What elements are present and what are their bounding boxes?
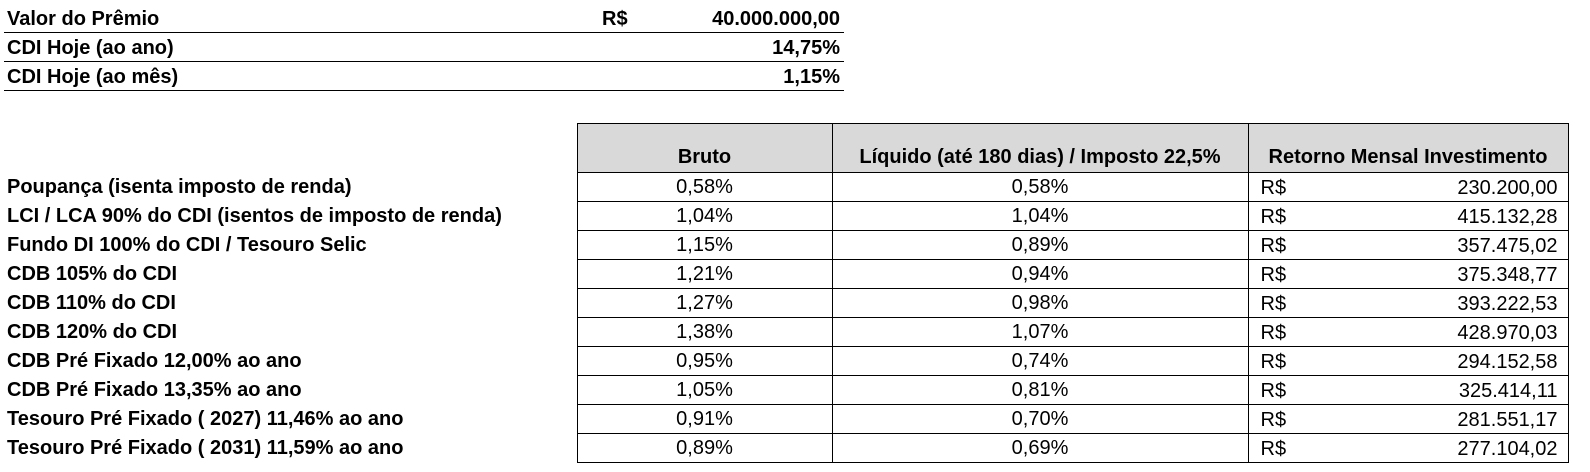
retorno-cell: [1248, 434, 1568, 463]
retorno-cell: [1248, 376, 1568, 405]
bruto-value: 0,58%: [577, 173, 832, 202]
bruto-value: 1,21%: [577, 260, 832, 289]
investment-name: Fundo DI 100% do CDI / Tesouro Selic: [7, 233, 367, 256]
bruto-value: 0,95%: [577, 347, 832, 376]
retorno-cell: [1248, 347, 1568, 376]
premio-label: Valor do Prêmio: [7, 8, 160, 30]
cdi-ano-value: 14,75%: [772, 37, 840, 59]
retorno-cell: [1248, 260, 1568, 289]
liquido-value: 0,58%: [832, 173, 1248, 202]
investment-name: CDB Pré Fixado 12,00% ao ano: [7, 349, 302, 372]
table-row: [0, 434, 1568, 463]
retorno-value: 357.475,02: [1457, 235, 1558, 257]
retorno-value: 428.970,03: [1457, 322, 1558, 344]
bruto-value: 0,89%: [577, 434, 832, 463]
liquido-value: 0,98%: [832, 289, 1248, 318]
retorno-currency: R$: [1260, 177, 1287, 199]
retorno-value: 375.348,77: [1457, 264, 1558, 286]
table-row: [0, 260, 1568, 289]
summary-row-cdi-mes: [4, 62, 844, 91]
header-liquido: Líquido (até 180 dias) / Imposto 22,5%: [832, 124, 1248, 173]
cdi-mes-label: CDI Hoje (ao mês): [7, 66, 179, 88]
cdi-mes-value: 1,15%: [783, 66, 840, 88]
retorno-currency: R$: [1260, 409, 1287, 431]
bruto-value: 1,27%: [577, 289, 832, 318]
retorno-currency: R$: [1260, 322, 1287, 344]
header-retorno: Retorno Mensal Investimento: [1248, 124, 1568, 173]
summary-block: [4, 4, 844, 91]
liquido-value: 0,70%: [832, 405, 1248, 434]
cdi-ano-label: CDI Hoje (ao ano): [7, 37, 174, 59]
retorno-currency: R$: [1260, 438, 1287, 460]
bruto-value: 0,91%: [577, 405, 832, 434]
retorno-currency: R$: [1260, 351, 1287, 373]
premio-currency: R$: [602, 8, 628, 30]
retorno-value: 393.222,53: [1457, 293, 1558, 315]
table-header-row: [0, 124, 1568, 173]
table-row: [0, 405, 1568, 434]
retorno-value: 325.414,11: [1458, 380, 1558, 402]
table-row: [0, 231, 1568, 260]
retorno-currency: R$: [1260, 293, 1287, 315]
liquido-value: 0,89%: [832, 231, 1248, 260]
liquido-value: 0,94%: [832, 260, 1248, 289]
liquido-value: 1,04%: [832, 202, 1248, 231]
bruto-value: 1,04%: [577, 202, 832, 231]
header-blank: [0, 124, 577, 173]
investment-table: [0, 123, 1569, 463]
table-row: [0, 202, 1568, 231]
bruto-value: 1,38%: [577, 318, 832, 347]
retorno-currency: R$: [1260, 264, 1287, 286]
investment-name: CDB Pré Fixado 13,35% ao ano: [7, 378, 302, 401]
retorno-currency: R$: [1260, 206, 1287, 228]
bruto-value: 1,05%: [577, 376, 832, 405]
retorno-cell: [1248, 231, 1568, 260]
retorno-currency: R$: [1260, 380, 1287, 402]
retorno-cell: [1248, 318, 1568, 347]
liquido-value: 0,81%: [832, 376, 1248, 405]
summary-row-cdi-ano: [4, 33, 844, 62]
investment-name: Tesouro Pré Fixado ( 2031) 11,59% ao ano: [7, 436, 404, 459]
header-bruto: Bruto: [577, 124, 832, 173]
liquido-value: 1,07%: [832, 318, 1248, 347]
liquido-value: 0,69%: [832, 434, 1248, 463]
summary-row-premio: [4, 4, 844, 33]
table-row: [0, 347, 1568, 376]
retorno-value: 277.104,02: [1457, 438, 1558, 460]
bruto-value: 1,15%: [577, 231, 832, 260]
investment-name: Poupança (isenta imposto de renda): [7, 175, 352, 198]
retorno-value: 281.551,17: [1457, 409, 1558, 431]
table-row: [0, 289, 1568, 318]
investment-name: Tesouro Pré Fixado ( 2027) 11,46% ao ano: [7, 407, 404, 430]
investment-name: CDB 120% do CDI: [7, 320, 178, 343]
investment-name: LCI / LCA 90% do CDI (isentos de imposto de renda): [7, 204, 502, 227]
table-row: [0, 173, 1568, 202]
retorno-currency: R$: [1260, 235, 1287, 257]
liquido-value: 0,74%: [832, 347, 1248, 376]
table-row: [0, 318, 1568, 347]
premio-value: 40.000.000,00: [712, 8, 840, 30]
investment-name: CDB 110% do CDI: [7, 291, 176, 314]
retorno-value: 415.132,28: [1457, 206, 1558, 228]
retorno-value: 230.200,00: [1457, 177, 1558, 199]
retorno-cell: [1248, 289, 1568, 318]
retorno-cell: [1248, 202, 1568, 231]
retorno-cell: [1248, 405, 1568, 434]
retorno-cell: [1248, 173, 1568, 202]
table-row: [0, 376, 1568, 405]
retorno-value: 294.152,58: [1457, 351, 1558, 373]
investment-name: CDB 105% do CDI: [7, 262, 178, 285]
